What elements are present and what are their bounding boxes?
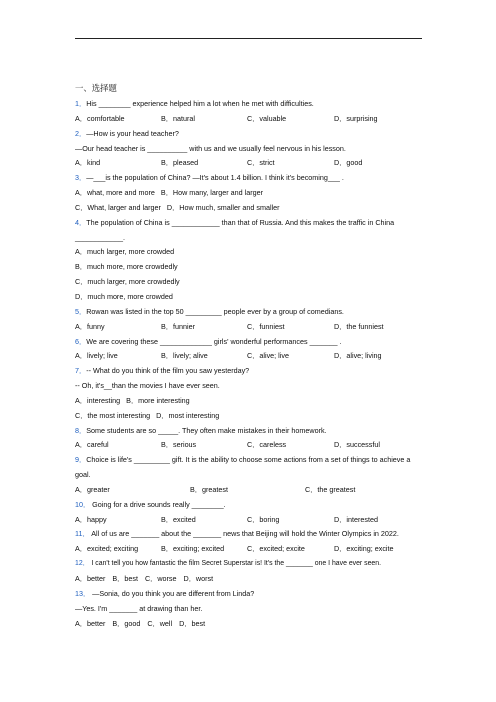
- option-row: [75, 349, 425, 364]
- option-c[interactable]: C．strict: [247, 158, 275, 168]
- option-c[interactable]: C．careless: [247, 440, 287, 450]
- option-c[interactable]: C．worse: [144, 574, 177, 583]
- option-row: [75, 186, 425, 201]
- question-number: 1．: [75, 99, 87, 108]
- option-row: [75, 320, 425, 335]
- question-number: 12．: [75, 560, 90, 568]
- option-c[interactable]: C．boring: [247, 514, 280, 524]
- option-b[interactable]: B．serious: [161, 440, 197, 450]
- option-b[interactable]: B．best: [112, 574, 138, 583]
- question-stem: 5．Rowan was listed in the top 50 _________ people ever by a group of comedians.: [75, 306, 344, 316]
- option-d[interactable]: D．surprising: [334, 113, 378, 123]
- question-stem-line: —Yes. I'm _______ at drawing than her.: [75, 603, 203, 613]
- section-title: 一、选择题: [75, 83, 117, 93]
- option-d[interactable]: D．exciting; excite: [334, 544, 394, 554]
- option-d[interactable]: D．the funniest: [334, 321, 384, 331]
- question-number: 10．: [75, 499, 91, 509]
- question-number: 11．: [75, 529, 90, 539]
- option-b[interactable]: B．much more, more crowdedly: [75, 262, 178, 272]
- question-stem: 9．Choice is life's _________ gift. It is the ability to choose some actions from a set of things to achieve a goal.: [75, 455, 411, 480]
- question-number: 9．: [75, 455, 87, 465]
- question-stem: 1．His ________ experience helped him a lot when he met with difficulties.: [75, 99, 314, 108]
- question-number: 7．: [75, 366, 87, 376]
- option-a[interactable]: A．much larger, more crowded: [75, 247, 175, 257]
- option-row: [75, 156, 425, 171]
- option-d[interactable]: D．How much, smaller and smaller: [166, 202, 280, 212]
- header-rule: [75, 38, 422, 39]
- option-a[interactable]: A．better: [75, 574, 106, 583]
- question-number: 6．: [75, 336, 87, 346]
- option-a[interactable]: A．funny: [75, 321, 105, 331]
- option-d[interactable]: D．most interesting: [156, 410, 220, 420]
- option-row: [75, 201, 425, 216]
- option-c[interactable]: C．alive; live: [247, 351, 289, 361]
- option-d[interactable]: D．best: [179, 618, 206, 628]
- option-a[interactable]: A．excited; exciting: [75, 544, 139, 554]
- option-row: [75, 542, 425, 557]
- option-b[interactable]: B．pleased: [161, 158, 199, 168]
- option-c[interactable]: C．valuable: [247, 113, 287, 123]
- option-a[interactable]: A．what, more and more: [75, 188, 155, 198]
- option-a[interactable]: A．greater: [75, 484, 110, 494]
- question-stem-line: -- Oh, it's__than the movies I have ever seen.: [75, 381, 220, 391]
- question-number: 3．: [75, 173, 87, 183]
- option-a[interactable]: A．happy: [75, 514, 107, 524]
- question-stem: 12． I can't tell you how fantastic the film Secret Superstar is! It's the _______ one I have ever seen.: [75, 560, 381, 568]
- question-stem: 13． —Sonia, do you think you are different from Linda?: [75, 588, 255, 598]
- option-d[interactable]: D．interested: [334, 514, 378, 524]
- option-b[interactable]: B．exciting; excited: [161, 544, 225, 554]
- question-list: [75, 81, 425, 631]
- question-number: 4．: [75, 217, 87, 227]
- option-c[interactable]: C．funniest: [247, 321, 285, 331]
- option-row: [75, 617, 425, 632]
- option-b[interactable]: B．good: [112, 618, 141, 628]
- option-b[interactable]: B．natural: [161, 113, 195, 123]
- question-stem: 6．We are covering these _____________ girls' wonderful performances _______ .: [75, 336, 342, 346]
- question-stem: 8．Some students are so _____. They often make mistakes in their homework.: [75, 425, 327, 435]
- option-b[interactable]: B．more interesting: [126, 395, 190, 405]
- option-row: [75, 112, 425, 127]
- option-b[interactable]: B．excited: [161, 514, 196, 524]
- question-stem: 10． Going for a drive sounds really ________.: [75, 499, 226, 509]
- question-number: 5．: [75, 306, 87, 316]
- question-number: 13．: [75, 588, 91, 598]
- option-b[interactable]: B．How many, larger and larger: [160, 188, 264, 198]
- option-d[interactable]: D．worst: [183, 574, 214, 583]
- option-a[interactable]: A．careful: [75, 440, 109, 450]
- option-a[interactable]: A．comfortable: [75, 113, 125, 123]
- option-row: [75, 483, 425, 498]
- option-d[interactable]: D．alive; living: [334, 351, 382, 361]
- option-row: [75, 438, 425, 453]
- question-stem: 3．—___is the population of China? —It's about 1.4 billion. I think it's becoming___ .: [75, 173, 344, 183]
- option-row: [75, 394, 425, 409]
- question-number: 8．: [75, 425, 87, 435]
- option-c[interactable]: C．the most interesting: [75, 410, 151, 420]
- option-row: [75, 513, 425, 528]
- option-c[interactable]: C．What, larger and larger: [75, 202, 161, 212]
- option-a[interactable]: A．kind: [75, 158, 101, 168]
- question-stem-line: —Our head teacher is __________ with us and we usually feel nervous in his lesson.: [75, 143, 346, 153]
- option-b[interactable]: B．greatest: [190, 484, 228, 494]
- option-a[interactable]: A．lively; live: [75, 351, 118, 361]
- option-c[interactable]: C．well: [147, 618, 173, 628]
- question-stem: 2．—How is your head teacher?: [75, 128, 179, 138]
- question-stem: 4．The population of China is ____________ than that of Russia. And this makes the traffic in China ____________.: [75, 217, 395, 242]
- option-row: [75, 572, 425, 587]
- option-row: [75, 409, 425, 424]
- option-a[interactable]: A．interesting: [75, 395, 121, 405]
- option-c[interactable]: C．much larger, more crowdedly: [75, 277, 180, 287]
- question-stem: 7．-- What do you think of the film you saw yesterday?: [75, 366, 250, 376]
- option-c[interactable]: C．excited; excite: [247, 544, 305, 554]
- question-stem: 11． All of us are _______ about the _______ news that Beijing will hold the Winter Olympics in 2022.: [75, 529, 399, 539]
- option-c[interactable]: C．the greatest: [305, 484, 356, 494]
- question-number: 2．: [75, 128, 87, 138]
- option-d[interactable]: D．good: [334, 158, 363, 168]
- option-b[interactable]: B．lively; alive: [161, 351, 208, 361]
- option-a[interactable]: A．better: [75, 618, 106, 628]
- option-b[interactable]: B．funnier: [161, 321, 195, 331]
- option-d[interactable]: D．successful: [334, 440, 380, 450]
- option-d[interactable]: D．much more, more crowded: [75, 291, 173, 301]
